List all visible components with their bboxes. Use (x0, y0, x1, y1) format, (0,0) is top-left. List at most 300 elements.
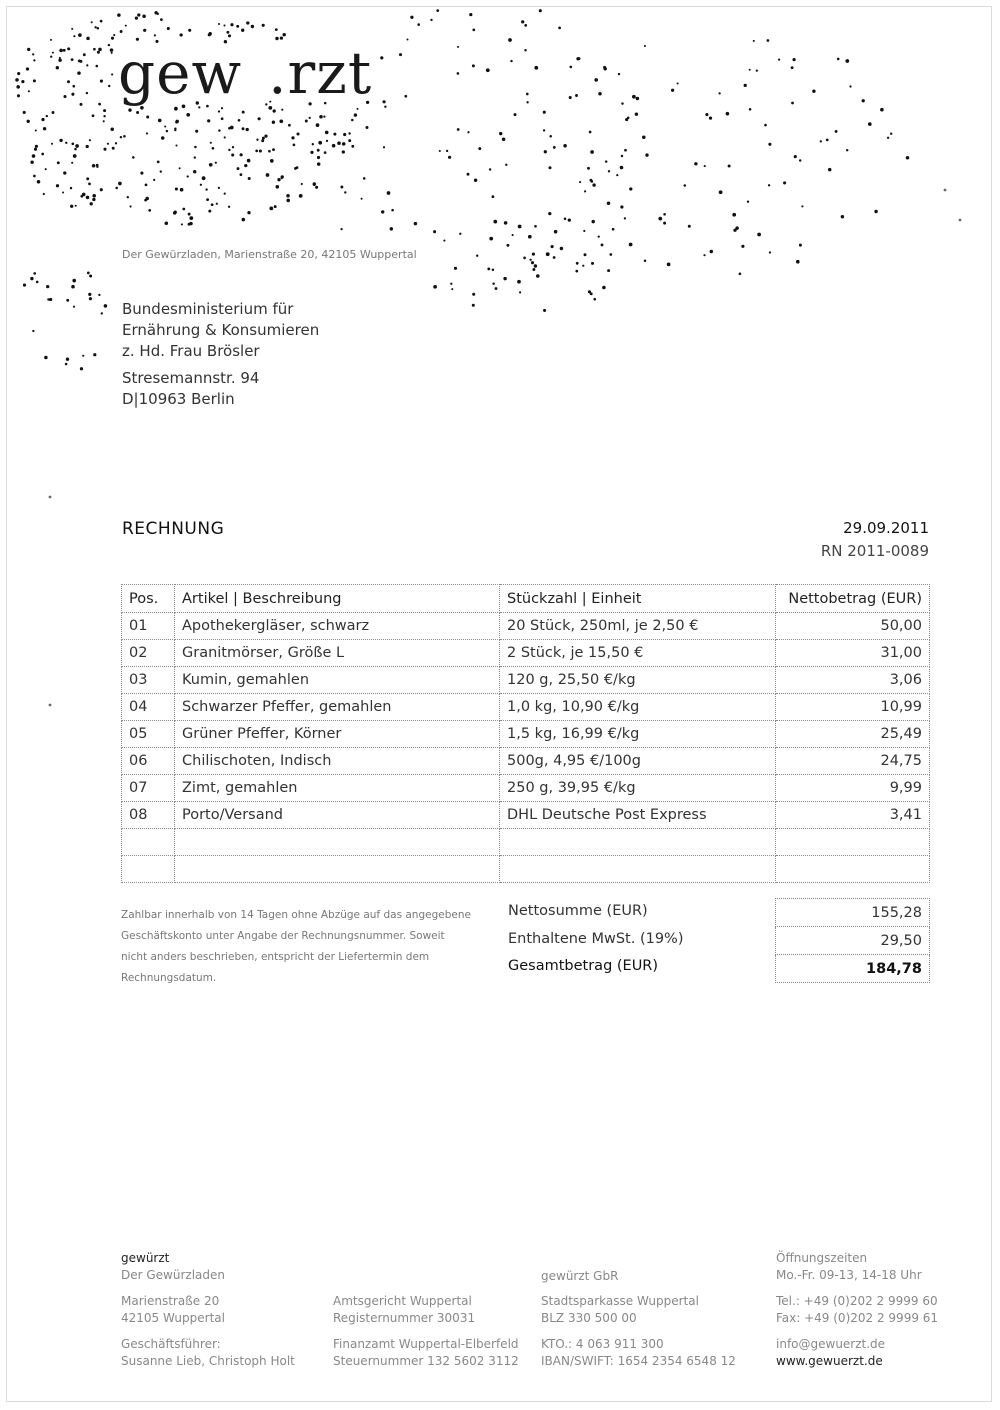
spice-dot (70, 205, 73, 208)
spice-dot (523, 257, 526, 260)
spice-dot (624, 217, 626, 219)
footer-website[interactable]: www.gewuerzt.de (776, 1354, 883, 1368)
spice-dot (188, 213, 191, 216)
spice-dot (71, 285, 75, 289)
stray-dot (944, 189, 947, 192)
spice-dot (472, 29, 475, 32)
spice-dot (504, 221, 508, 225)
spice-dot (383, 146, 385, 148)
spice-dot (17, 94, 20, 97)
spice-dot (783, 181, 786, 184)
spice-dot (205, 188, 207, 190)
spice-dot (160, 170, 162, 172)
spice-dot (799, 244, 802, 247)
spice-dot (32, 53, 34, 55)
spice-dot (534, 225, 537, 228)
spice-dot (154, 34, 156, 36)
spice-dot (194, 146, 197, 149)
spice-dot (564, 218, 567, 221)
footer-street: Marienstraße 20 (121, 1294, 220, 1308)
spice-dot (505, 164, 507, 166)
row-amount: 3,06 (776, 667, 930, 694)
spice-dot (195, 130, 198, 133)
spice-dot (764, 124, 767, 127)
spice-dot (104, 304, 108, 308)
footer-ceo (121, 1336, 295, 1370)
spice-dot (317, 149, 320, 152)
spice-dot (228, 127, 231, 130)
spice-dot (293, 144, 296, 147)
spice-dot (433, 230, 436, 233)
spice-dot (63, 49, 66, 52)
spice-dot (317, 156, 320, 159)
row-quantity: 2 Stück, je 15,50 € (500, 640, 776, 667)
spice-dot (216, 203, 218, 205)
spice-dot (544, 150, 547, 153)
spice-dot (582, 265, 584, 267)
row-amount: 9,99 (776, 775, 930, 802)
spice-dot (157, 13, 159, 15)
spice-dot (318, 141, 322, 145)
recipient-line-1: Bundesministerium für (122, 300, 294, 318)
spice-dot (579, 181, 581, 183)
row-article: Apothekergläser, schwarz (175, 613, 500, 640)
spice-dot (286, 199, 290, 203)
footer-bank (541, 1293, 699, 1327)
spice-dot (73, 306, 75, 308)
spice-dot (603, 67, 606, 70)
spice-dot (111, 73, 113, 75)
spice-dot (629, 243, 633, 247)
spice-dot (221, 117, 224, 120)
spice-dot (684, 184, 687, 187)
spice-dot (66, 299, 69, 302)
spice-dot (286, 194, 290, 198)
spice-dot (351, 119, 354, 122)
footer-iban: IBAN/SWIFT: 1654 2354 6548 12 (541, 1354, 736, 1368)
spice-dot (92, 194, 96, 198)
spice-dot (56, 66, 59, 69)
row-pos: 06 (122, 748, 175, 775)
spice-dot (387, 191, 391, 195)
spice-dot (97, 51, 100, 54)
spice-dot (224, 136, 226, 138)
row-amount: 50,00 (776, 613, 930, 640)
spice-dot (543, 309, 546, 312)
spice-dot (282, 33, 285, 36)
spice-dot (95, 65, 98, 68)
spice-dot (880, 108, 884, 112)
spice-dot (166, 130, 168, 132)
spice-dot (80, 103, 83, 106)
spice-dot (519, 291, 521, 293)
spice-dot (543, 111, 546, 114)
spice-dot (342, 150, 345, 153)
spice-dot (448, 156, 451, 159)
spice-dot (86, 92, 88, 94)
spice-dot (605, 160, 607, 162)
footer-company-name: gewürzt (121, 1251, 170, 1265)
spice-dot (534, 66, 538, 70)
spice-dot (117, 13, 121, 17)
row-pos: 05 (122, 721, 175, 748)
footer-tax-number: Steuernummer 132 5602 3112 (333, 1354, 519, 1368)
spice-dot (514, 113, 517, 116)
spice-dot (828, 168, 832, 172)
footer-email[interactable]: info@gewuerzt.de (776, 1337, 886, 1351)
footer-court: Amtsgericht Wuppertal (333, 1294, 472, 1308)
spice-dot (658, 217, 662, 221)
spice-dot (160, 18, 163, 21)
spice-dot (472, 304, 475, 307)
spice-dot (414, 222, 417, 225)
spice-dot (598, 92, 602, 96)
footer-account (541, 1336, 736, 1370)
spice-dot (273, 109, 276, 112)
spice-dot (33, 175, 36, 178)
spice-dot (726, 112, 730, 116)
spice-dot (578, 57, 581, 60)
spice-dot (739, 272, 742, 275)
spice-dot (281, 109, 283, 111)
spice-dot (86, 64, 88, 66)
row-quantity: 1,0 kg, 10,90 €/kg (500, 694, 776, 721)
row-article: Granitmörser, Größe L (175, 640, 500, 667)
spice-dot (301, 183, 303, 185)
spice-dot (23, 111, 26, 114)
spice-dot (778, 59, 780, 61)
company-logo (118, 38, 372, 108)
spice-dot (767, 39, 770, 42)
spice-dot (218, 23, 220, 25)
spice-dot (489, 237, 493, 241)
row-quantity: 120 g, 25,50 €/kg (500, 667, 776, 694)
spice-dot (531, 261, 534, 264)
spice-dot (231, 153, 234, 156)
spice-dot (503, 277, 506, 280)
spice-dot (28, 90, 30, 92)
stray-dot (49, 496, 52, 499)
spice-dot (590, 179, 593, 182)
spice-dot (208, 210, 211, 213)
spice-dot (240, 173, 243, 176)
spice-dot (52, 52, 54, 54)
spice-dot (262, 24, 265, 27)
spice-dot (457, 128, 460, 131)
spice-dot (182, 208, 185, 211)
spice-dot (226, 31, 229, 34)
logo-part-1: gew (118, 39, 243, 107)
spice-dot (601, 243, 604, 246)
spice-dot (417, 23, 420, 26)
spice-dot (89, 139, 91, 141)
spice-dot (88, 183, 91, 186)
spice-dot (281, 175, 284, 178)
footer-company-subtitle: Der Gewürzladen (121, 1268, 225, 1282)
invoice-date: 29.09.2011 (843, 519, 929, 537)
spice-dot (502, 138, 506, 142)
spice-dot (467, 131, 469, 133)
spice-dot (492, 283, 494, 285)
spice-dot (316, 123, 320, 127)
spice-dot (179, 167, 181, 169)
spice-dot (244, 164, 247, 167)
spice-dot (142, 15, 146, 19)
spice-dot (474, 179, 477, 182)
spice-dot (107, 143, 109, 145)
spice-dot (56, 184, 59, 187)
footer-hours (776, 1250, 922, 1284)
logo-part-2: .rzt (268, 39, 373, 107)
total-value: 184,78 (776, 955, 930, 983)
spice-dot (50, 39, 52, 41)
spice-dot (291, 136, 294, 139)
spice-dot (67, 47, 70, 50)
spice-dot (621, 102, 623, 104)
recipient-address (122, 299, 319, 410)
spice-dot (247, 211, 250, 214)
spice-dot (71, 142, 74, 145)
spice-dot (88, 293, 91, 296)
spice-dot (404, 95, 407, 98)
spice-dot (733, 229, 736, 232)
spice-dot (207, 119, 210, 122)
spice-dot (705, 113, 708, 116)
spice-dot (554, 230, 558, 234)
table-row-empty (122, 829, 930, 856)
spice-dot (246, 21, 249, 24)
spice-dot (297, 133, 300, 136)
spice-dot (87, 272, 90, 275)
spice-dot (89, 297, 92, 300)
spice-dot (175, 120, 179, 124)
row-pos: 08 (122, 802, 175, 829)
spice-dot (313, 183, 316, 186)
spice-dot (794, 155, 797, 158)
spice-dot (846, 149, 848, 151)
spice-dot (111, 37, 114, 40)
spice-dot (202, 176, 206, 180)
footer-hours-label: Öffnungszeiten (776, 1251, 868, 1265)
spice-dot (667, 263, 671, 267)
spice-dot (663, 222, 666, 225)
spice-dot (618, 73, 620, 75)
spice-dot (344, 191, 346, 193)
spice-dot (756, 69, 758, 71)
spice-dot (312, 143, 314, 145)
spice-dot (224, 193, 226, 195)
spice-dot (127, 196, 129, 198)
spice-dot (218, 129, 220, 131)
spice-dot (46, 115, 48, 117)
spice-dot (218, 187, 220, 189)
spice-dot (73, 35, 75, 37)
row-article: Chilischoten, Indisch (175, 748, 500, 775)
spice-dot (299, 194, 303, 198)
spice-dot (363, 177, 366, 180)
spice-dot (186, 113, 190, 117)
spice-dot (30, 161, 33, 164)
row-amount: 3,41 (776, 802, 930, 829)
spice-dot (187, 175, 189, 177)
spice-dot (44, 356, 48, 360)
spice-dot (906, 156, 910, 160)
spice-dot (324, 151, 327, 154)
spice-dot (506, 244, 509, 247)
table-row (122, 640, 930, 667)
row-pos: 01 (122, 613, 175, 640)
spice-dot (354, 113, 357, 116)
spice-dot (476, 255, 478, 257)
spice-dot (620, 166, 624, 170)
table-row (122, 667, 930, 694)
spice-dot (694, 162, 697, 165)
spice-dot (123, 135, 126, 138)
spice-dot (575, 270, 578, 273)
spice-dot (67, 80, 70, 83)
spice-dot (337, 141, 341, 145)
recipient-line-2: Ernährung & Konsumieren (122, 321, 320, 339)
spice-dot (644, 260, 647, 263)
spice-dot (635, 113, 638, 116)
table-row (122, 748, 930, 775)
spice-dot (528, 235, 532, 239)
spice-dot (467, 173, 470, 176)
spice-dot (242, 111, 245, 114)
spice-dot (621, 155, 623, 157)
spice-dot (849, 85, 851, 87)
spice-dot (262, 137, 265, 140)
spice-dot (820, 140, 822, 142)
spice-dot (508, 38, 512, 42)
spice-dot (228, 34, 231, 37)
spice-dot (248, 177, 251, 180)
table-row (122, 613, 930, 640)
spice-dot (277, 178, 280, 181)
spice-dot (489, 168, 491, 170)
spice-dot (71, 58, 74, 61)
spice-dot (86, 145, 89, 148)
spice-dot (518, 225, 522, 229)
spice-dot (688, 225, 691, 228)
spice-dot (612, 228, 615, 231)
footer-city: 42105 Wuppertal (121, 1311, 225, 1325)
spice-dot (32, 330, 34, 332)
spice-dot (584, 253, 587, 256)
invoice-items-table (121, 584, 930, 883)
spice-dot (351, 145, 354, 148)
spice-dot (146, 132, 148, 134)
spice-dot (16, 85, 20, 89)
spice-dot (110, 127, 114, 131)
spice-dot (279, 119, 283, 123)
spice-dot (41, 118, 44, 121)
spice-dot (33, 59, 35, 61)
spice-dot (348, 139, 351, 142)
spice-dot (543, 129, 545, 131)
spice-dot (210, 142, 212, 144)
footer-register-number: Registernummer 30031 (333, 1311, 476, 1325)
footer-bank-name: Stadtsparkasse Wuppertal (541, 1294, 699, 1308)
spice-dot (240, 153, 243, 156)
spice-dot (206, 198, 209, 201)
spice-dot (749, 108, 752, 111)
spice-dot (632, 95, 636, 99)
spice-dot (365, 126, 368, 129)
spice-dot (380, 56, 383, 59)
spice-dot (113, 34, 115, 36)
spice-dot (45, 168, 47, 170)
spice-dot (560, 247, 563, 250)
spice-dot (768, 184, 770, 186)
spice-dot (96, 166, 98, 168)
spice-dot (241, 29, 244, 32)
spice-dot (575, 94, 578, 97)
spice-dot (228, 206, 230, 208)
spice-dot (37, 180, 41, 184)
table-row-empty (122, 856, 930, 883)
spice-dot (457, 72, 460, 75)
spice-dot (890, 133, 892, 135)
spice-dot (118, 182, 122, 186)
spice-dot (741, 245, 744, 248)
spice-dot (551, 245, 554, 248)
spice-dot (799, 159, 801, 161)
spice-dot (443, 240, 445, 242)
spice-dot (111, 52, 113, 54)
spice-dot (93, 353, 96, 356)
recipient-city: D|10963 Berlin (122, 390, 235, 408)
spice-dot (98, 294, 100, 296)
spice-dot (569, 66, 572, 69)
spice-dot (796, 260, 800, 264)
table-row (122, 802, 930, 829)
footer-phone-fax (776, 1293, 938, 1327)
spice-dot (268, 150, 271, 153)
spice-dot (266, 173, 270, 177)
spice-dot (115, 142, 117, 144)
spice-dot (801, 205, 803, 207)
spice-dot (238, 119, 241, 122)
spice-dot (493, 220, 497, 224)
spice-dot (91, 21, 93, 23)
spice-dot (78, 33, 82, 37)
spice-dot (46, 285, 49, 288)
spice-dot (728, 164, 731, 167)
spice-dot (261, 139, 264, 142)
header-amount: Nettobetrag (EUR) (776, 585, 930, 613)
spice-dot (103, 120, 105, 122)
spice-dot (92, 198, 95, 201)
spice-dot (73, 154, 77, 158)
row-pos: 03 (122, 667, 175, 694)
row-pos: 04 (122, 694, 175, 721)
row-amount: 31,00 (776, 640, 930, 667)
spice-dot (539, 9, 542, 12)
footer-blz: BLZ 330 500 00 (541, 1311, 637, 1325)
spice-dot (276, 185, 280, 189)
spice-dot (32, 154, 36, 158)
spice-dot (718, 92, 720, 94)
spice-dot (218, 110, 220, 112)
spice-dot (454, 267, 457, 270)
spice-dot (242, 218, 246, 222)
spice-dot (744, 84, 747, 87)
spice-dot (753, 40, 755, 42)
spice-dot (548, 212, 551, 215)
spice-dot (319, 115, 323, 119)
spice-dot (486, 68, 490, 72)
